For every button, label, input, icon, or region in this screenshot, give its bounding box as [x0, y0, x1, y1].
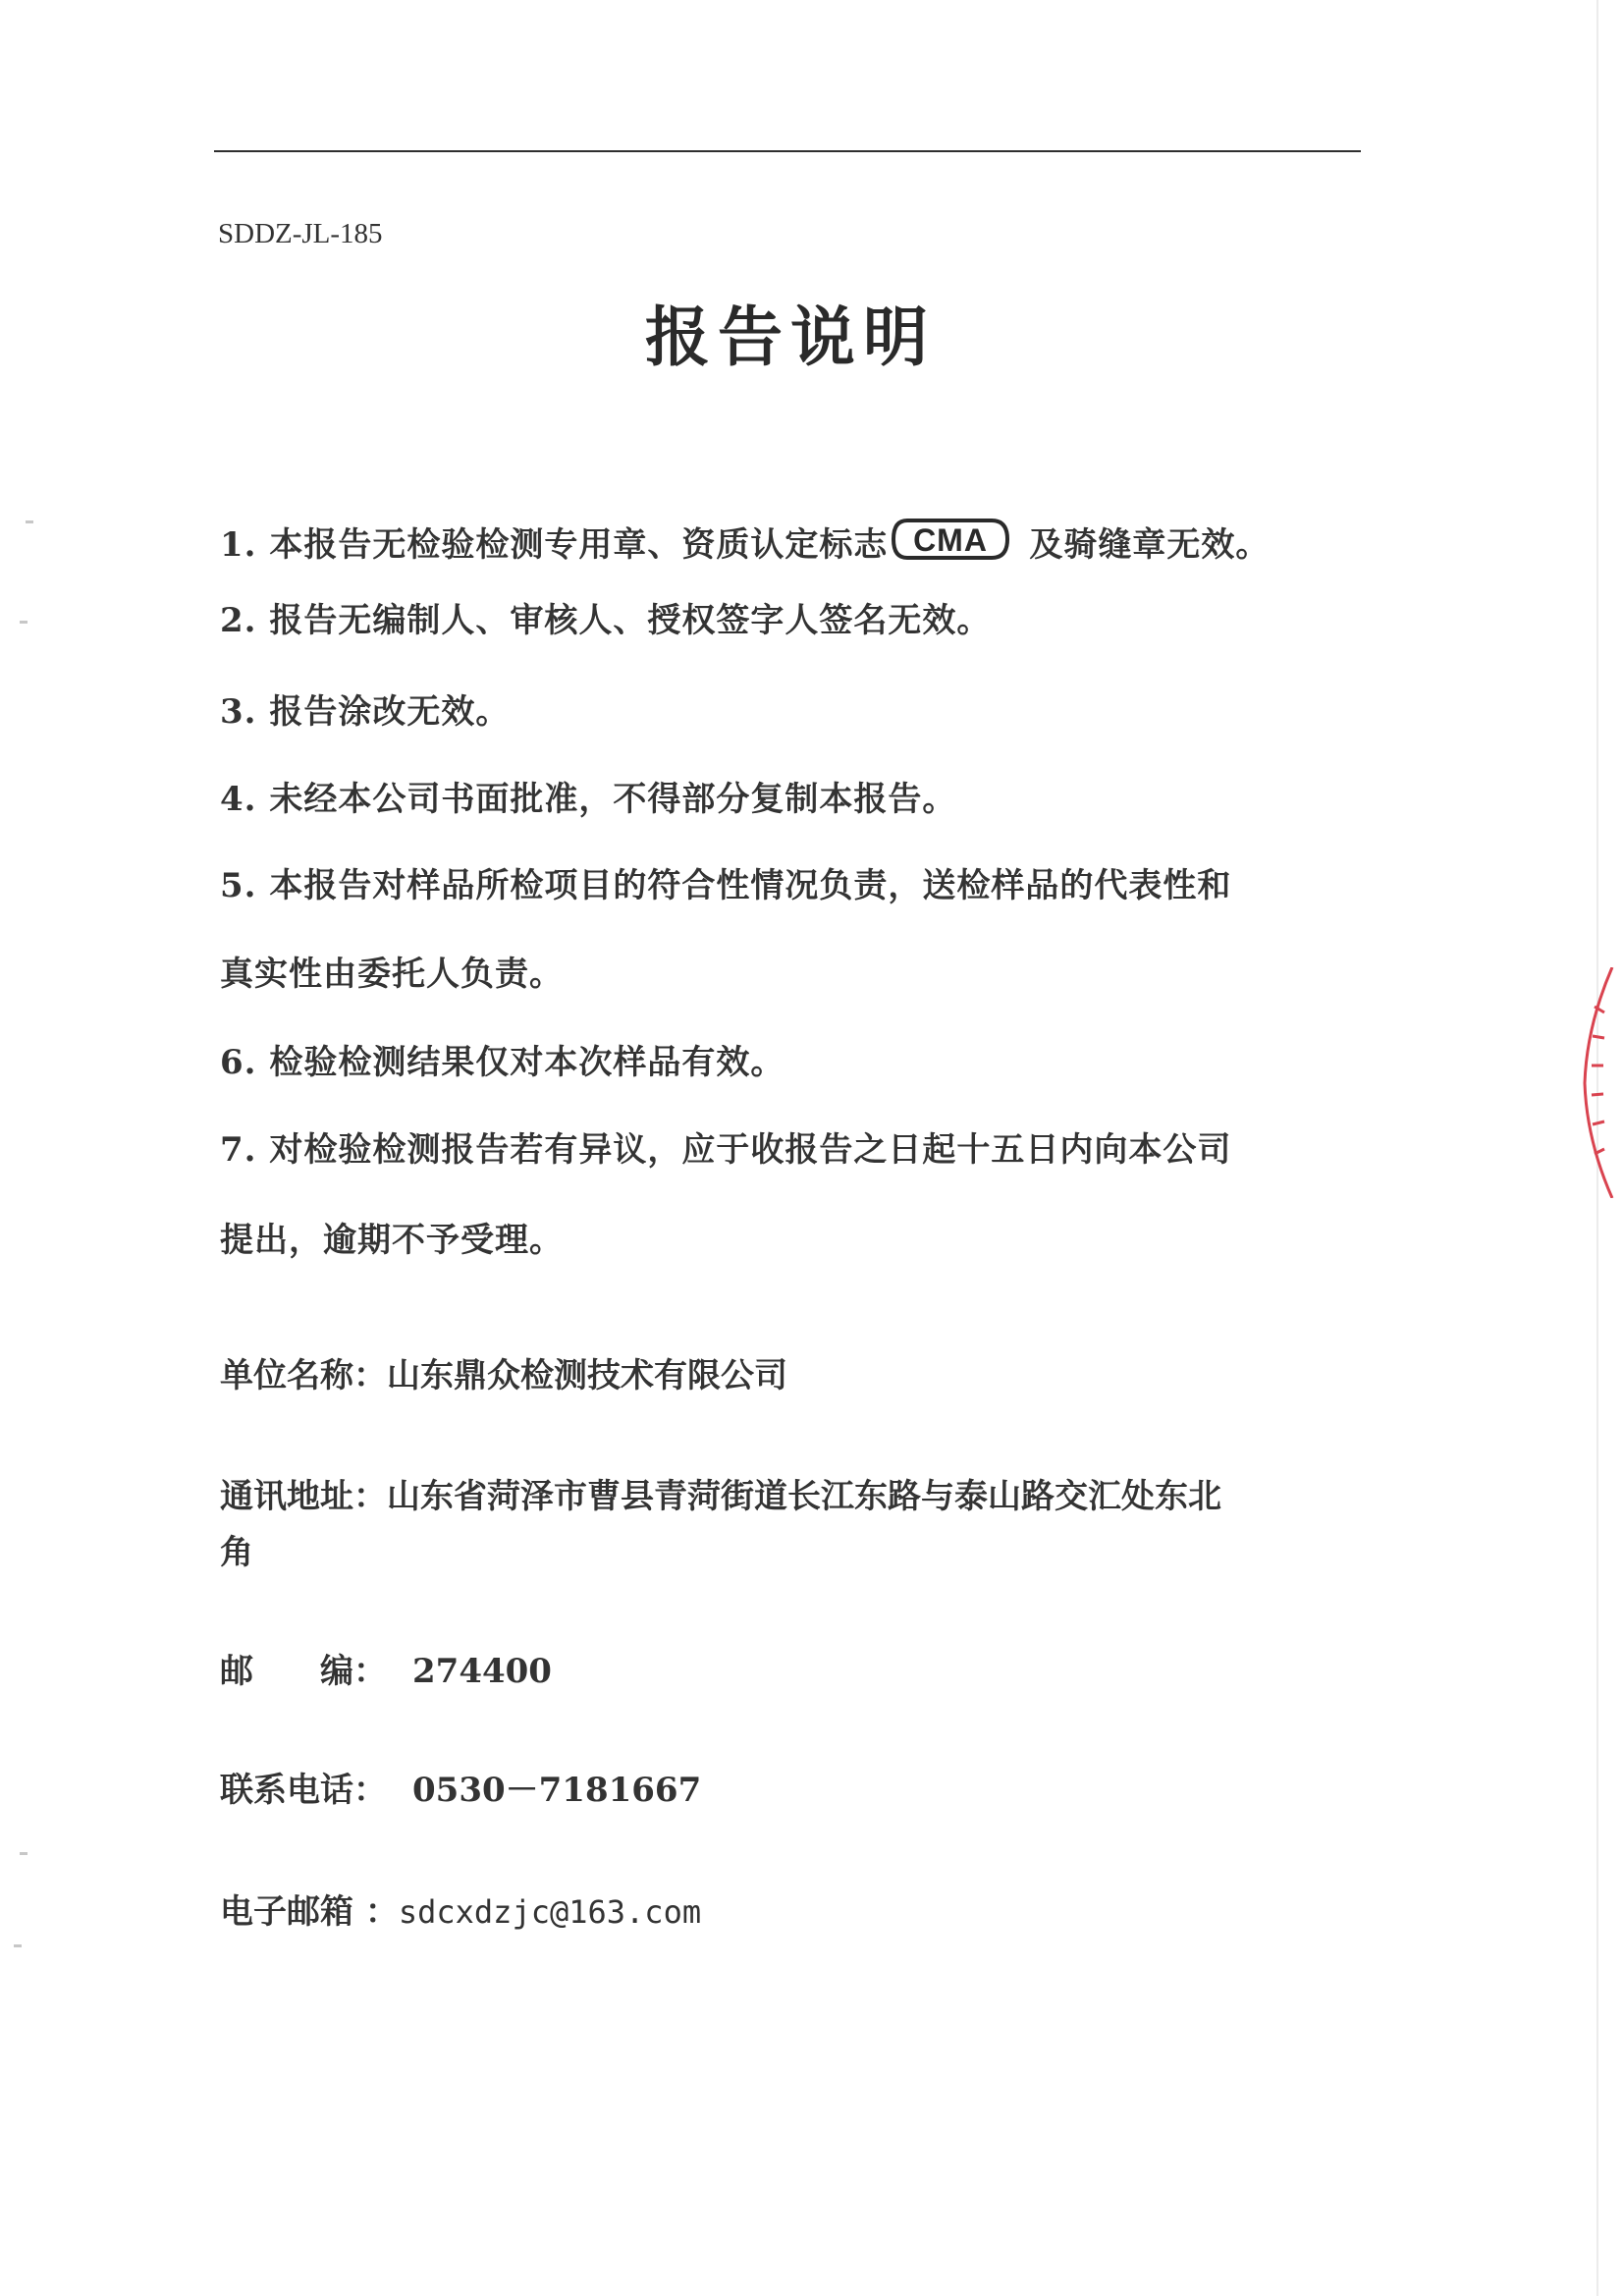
header-rule — [214, 150, 1361, 152]
scan-speck — [26, 520, 33, 523]
cma-logo-icon — [890, 517, 1011, 562]
seal-fragment-icon — [1577, 967, 1616, 1198]
clause-1-text-after: 及骑缝章无效。 — [1029, 525, 1271, 565]
document-code: SDDZ-JL-185 — [218, 218, 383, 249]
scan-speck — [20, 621, 27, 624]
phone-row — [220, 1763, 701, 1811]
clause-5-line-2: 真实性由委托人负责。 — [220, 955, 564, 994]
postcode-label: 邮 编： — [220, 1652, 387, 1691]
phone-value: 0530－7181667 — [412, 1771, 702, 1810]
clause-7-line-2: 提出，逾期不予受理。 — [220, 1221, 564, 1260]
clause-3: 3. 报告涂改无效。 — [220, 692, 511, 732]
scan-speck — [14, 1944, 22, 1947]
address-value-line-1: 山东省菏泽市曹县青菏街道长江东路与泰山路交汇处东北 — [387, 1477, 1221, 1516]
unit-name-label: 单位名称： — [220, 1356, 387, 1395]
clause-1-text-before: 1. 本报告无检验检测专用章、资质认定标志 — [220, 525, 889, 565]
clause-5-line-1: 5. 本报告对样品所检项目的符合性情况负责，送检样品的代表性和 — [220, 866, 1232, 905]
unit-name-value: 山东鼎众检测技术有限公司 — [387, 1356, 787, 1395]
email-value: sdcxdzjc@163.com — [398, 1893, 702, 1931]
email-label: 电子邮箱 ： — [220, 1892, 399, 1932]
unit-name-row — [220, 1348, 787, 1396]
page-title: 报告说明 — [645, 299, 936, 375]
clause-1 — [220, 517, 1270, 566]
clause-7-line-1: 7. 对检验检测报告若有异议，应于收报告之日起十五日内向本公司 — [220, 1130, 1232, 1170]
address-label: 通讯地址： — [220, 1477, 387, 1516]
address-value-line-2: 角 — [220, 1533, 253, 1572]
clause-2: 2. 报告无编制人、审核人、授权签字人签名无效。 — [220, 601, 992, 640]
clause-4: 4. 未经本公司书面批准，不得部分复制本报告。 — [220, 780, 957, 819]
phone-label: 联系电话： — [220, 1771, 387, 1810]
address-row-continued — [220, 1525, 253, 1573]
address-row — [220, 1469, 1221, 1517]
postcode-row — [220, 1644, 552, 1692]
clause-6: 6. 检验检测结果仅对本次样品有效。 — [220, 1043, 785, 1082]
cma-logo-text: CMA — [913, 522, 989, 558]
postcode-value: 274400 — [412, 1652, 552, 1691]
email-row — [220, 1885, 701, 1933]
scan-speck — [20, 1852, 27, 1855]
